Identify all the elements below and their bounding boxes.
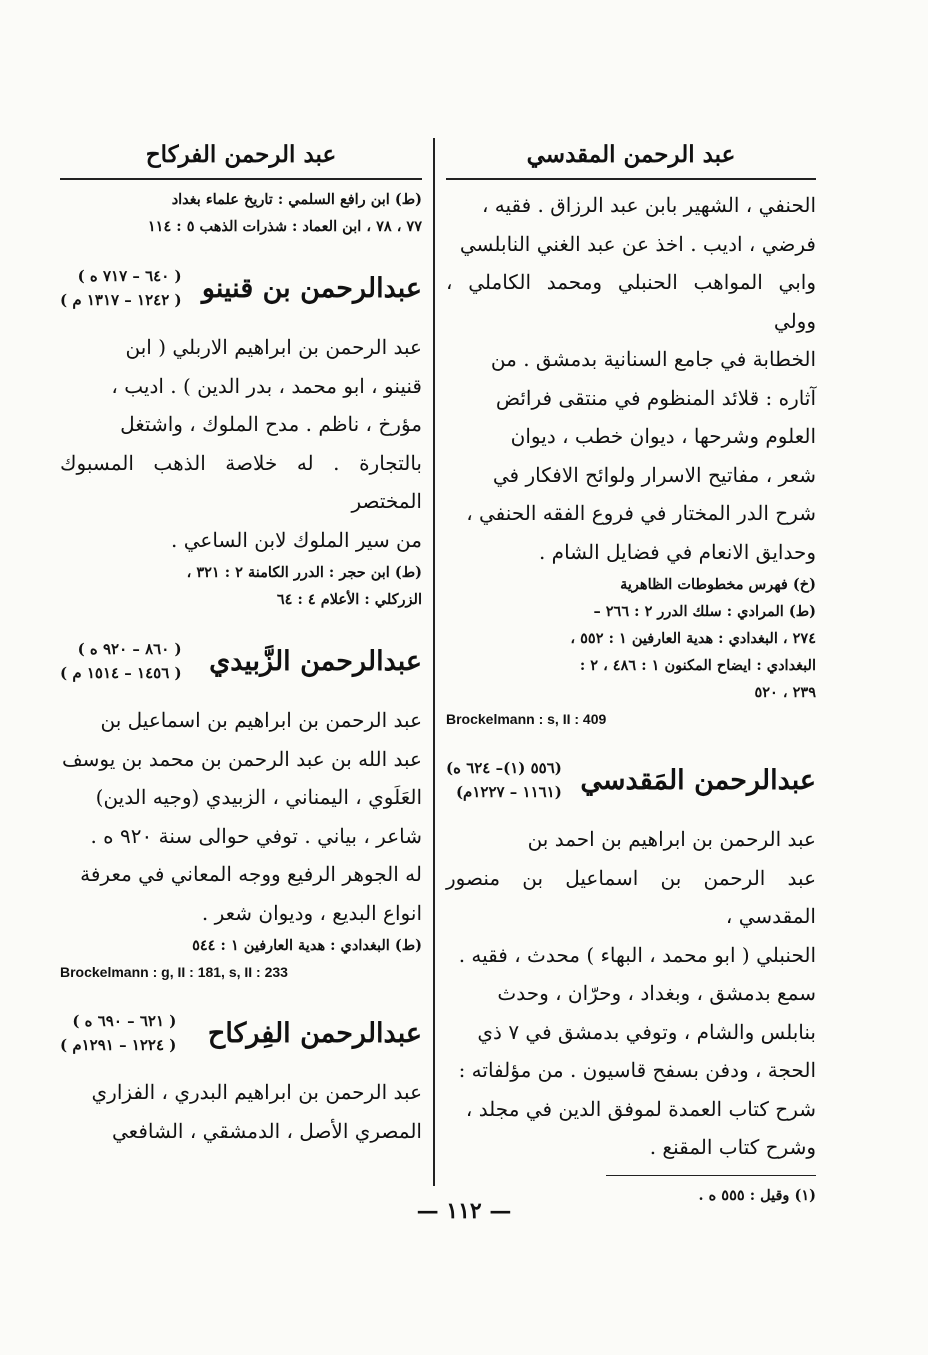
source-line: (ط) البغدادي : هدية العارفين ١ : ٥٤٤ [192, 937, 422, 954]
source-line: (خ) فهرس مخطوطات الظاهرية [620, 576, 816, 593]
running-head-left: عبد الرحمن الفركاح [60, 132, 422, 180]
text-line: قنينو ، ابو محمد ، بدر الدين ) . اديب ، [111, 373, 422, 398]
entry-dates [446, 756, 562, 804]
source-line: (ط) المرادي : سلك الدرر ٢ : ٢٦٦ – [593, 603, 816, 620]
source-line: الزركلي : الأعلام ٤ : ٦٤ [276, 591, 422, 608]
text-line: له الجوهر الرفيع ووجه المعاني في معرفة [80, 862, 422, 886]
text-line: شعر ، مفاتيح الاسرار ولوائح الافكار في [492, 462, 816, 487]
entry-heading [60, 627, 422, 695]
dates-hijri: ( ٨٦٠ – ٩٢٠ ه ) [77, 640, 182, 658]
text-line: الحنبلي ( ابو محمد ، البهاء ) محدث ، فقيه . [458, 942, 816, 967]
text-line: سمع بدمشق ، وبغداد ، وحرّان ، وحدث [497, 981, 816, 1005]
dates-gregorian: (١١٦١ – ١٢٢٧م) [455, 783, 562, 801]
text-line: بالتجارة . له خلاصة الذهب المسبوك المختصر [60, 450, 422, 513]
page-number: — ١١٢ — [416, 1198, 512, 1224]
source-line: (ط) ابن حجر : الدرر الكامنة ٢ : ٣٢١ ، [186, 564, 422, 581]
text-line: انواع البديع ، وديوان شعر . [201, 900, 422, 925]
text-line: العَلَوي ، اليمناني ، الزبيدي (وجيه الدين) [95, 785, 422, 809]
entry-dates [60, 637, 182, 685]
source-line: ٢٣٩ ، ٥٢٠ [754, 684, 816, 701]
text-line: العلوم وشرحها ، ديوان خطب ، ديوان [510, 424, 816, 448]
text-line: عبد الرحمن بن ابراهيم بن اسماعيل بن [100, 708, 422, 732]
entry-name: عبدالرحمن الفِركاح [207, 1017, 422, 1049]
dates-gregorian: ( ١٢٤٢ – ١٣١٧ م ) [60, 291, 182, 309]
footnote-divider [606, 1175, 816, 1176]
entry-heading [60, 254, 422, 322]
text-line: الحنفي ، الشهير بابن عبد الرزاق . فقيه ، [481, 193, 816, 217]
source-line: ٢٧٤ ، البغدادي : هدية العارفين ١ : ٥٥٢ ، [570, 630, 816, 647]
dates-gregorian: ( ١٢٢٤ – ١٢٩١م ) [60, 1036, 177, 1054]
text-line: الحجة ، ودفن بسفح قاسيون . من مؤلفاته : [458, 1058, 816, 1082]
text-line: الخطابة في جامع السنانية بدمشق . من [490, 347, 816, 371]
text-line: وحدايق الانعام في فضايل الشام . [538, 539, 816, 564]
latin-reference: Brockelmann : g, II : 181, s, II : 233 [60, 964, 288, 980]
entry-heading [60, 999, 422, 1067]
text-line: وابي المواهب الحنبلي ومحمد الكاملي ، وولي [446, 270, 816, 333]
dates-hijri: ( ٦٢١ – ٦٩٠ ه ) [72, 1012, 177, 1030]
column-divider [433, 138, 435, 1186]
text-line: وشرح كتاب المقنع . [649, 1135, 816, 1159]
text-line: عبد الله بن عبد الرحمن بن محمد بن يوسف [61, 746, 422, 771]
text-line: عبد الرحمن بن ابراهيم الاربلي ( ابن [125, 335, 422, 359]
entry-name: عبدالرحمن الزَّبيدي [209, 645, 422, 677]
dates-hijri: (٥٥٦ (١)– ٦٢٤ ه) [446, 759, 562, 777]
source-line: (ط) ابن رافع السلمي : تاريخ علماء بغداد [171, 191, 422, 208]
dates-hijri: ( ٦٤٠ – ٧١٧ ه ) [77, 267, 182, 285]
footnote: (١) وقيل : ٥٥٥ ه . [698, 1186, 816, 1204]
text-line: بنابلس والشام ، وتوفي بدمشق في ٧ ذي [477, 1019, 816, 1044]
text-line: آثاره : قلائد المنظوم في منتقى فرائض [495, 385, 816, 410]
latin-reference: Brockelmann : s, II : 409 [446, 711, 607, 727]
dates-gregorian: ( ١٤٥٦ – ١٥١٤ م ) [60, 664, 182, 682]
source-line: ٧٧ ، ٧٨ ، ابن العماد : شذرات الذهب ٥ : ١١٤ [147, 218, 422, 235]
entry-heading [446, 746, 816, 814]
text-line: شاعر ، بياني . توفي حوالى سنة ٩٢٠ ه . [90, 823, 422, 848]
running-head-right: عبد الرحمن المقدسي [446, 132, 816, 180]
entry-name: عبدالرحمن المَقدسي [580, 764, 816, 796]
entry-name: عبدالرحمن بن قنينو [201, 272, 422, 304]
text-line: من سير الملوك لابن الساعي . [171, 527, 422, 552]
right-column [446, 132, 816, 1209]
text-line: شرح الدر المختار في فروع الفقه الحنفي ، [466, 501, 816, 525]
text-line: عبد الرحمن بن اسماعيل بن منصور المقدسي ، [446, 865, 816, 928]
text-line: عبد الرحمن بن ابراهيم البدري ، الفزاري [91, 1080, 422, 1104]
entry-dates [60, 1009, 176, 1057]
text-line: مؤرخ ، ناظم . مدح الملوك ، واشتغل [120, 412, 422, 436]
text-line: عبد الرحمن بن ابراهيم بن احمد بن [527, 827, 816, 851]
left-column [60, 132, 422, 1150]
text-line: المصري الأصل ، الدمشقي ، الشافعي [112, 1118, 422, 1143]
text-line: شرح كتاب العمدة لموفق الدين في مجلد ، [465, 1096, 816, 1121]
entry-dates [60, 264, 182, 312]
source-line: البغدادي : ايضاح المكنون ١ : ٤٨٦ ، ٢ : [579, 657, 816, 674]
text-line: فرضي ، اديب . اخذ عن عبد الغني النابلسي [459, 231, 816, 256]
